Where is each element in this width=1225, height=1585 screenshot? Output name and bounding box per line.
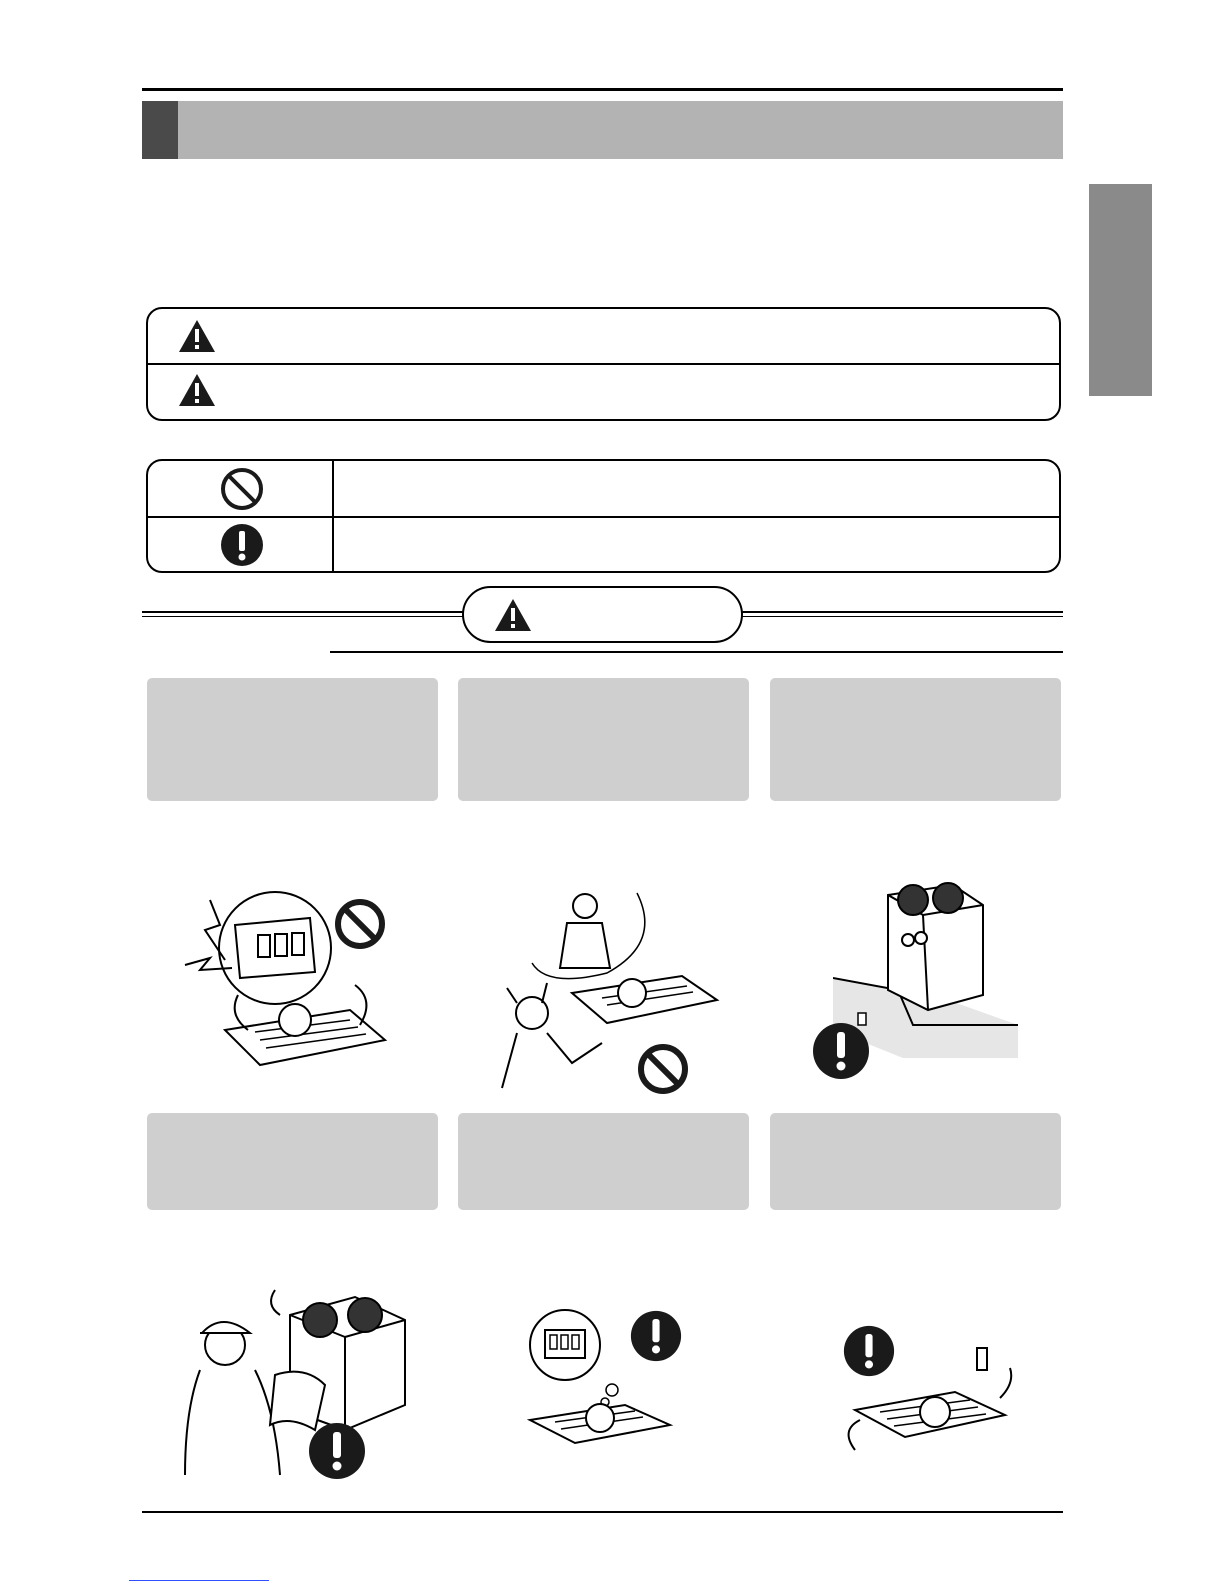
side-tab bbox=[1089, 184, 1152, 396]
call-service-prohibition-illustration bbox=[497, 888, 727, 1093]
prohibition-icon bbox=[334, 898, 386, 950]
mandatory-exclamation-icon bbox=[220, 523, 264, 567]
instruction-card bbox=[147, 678, 438, 801]
section-header-rule-left-top bbox=[142, 611, 464, 613]
warning-triangle-icon bbox=[178, 373, 216, 407]
mandatory-exclamation-icon bbox=[843, 1325, 895, 1377]
section-subheader-rule bbox=[330, 651, 1063, 653]
hyperlink-underline[interactable] bbox=[129, 1580, 269, 1581]
instruction-card bbox=[147, 1113, 438, 1210]
instruction-card bbox=[770, 1113, 1061, 1210]
bottom-rule bbox=[142, 1511, 1063, 1513]
signal-word-row-caution bbox=[148, 365, 1059, 419]
prohibition-icon bbox=[220, 467, 264, 511]
signal-word-row-warning bbox=[148, 309, 1059, 363]
section-title-band bbox=[142, 101, 1063, 159]
mandatory-exclamation-icon bbox=[812, 1022, 870, 1080]
warning-triangle-icon bbox=[494, 598, 532, 632]
signal-word-box bbox=[146, 307, 1061, 421]
symbol-legend-box bbox=[146, 459, 1061, 573]
prohibition-icon bbox=[637, 1043, 689, 1095]
mandatory-exclamation-icon bbox=[630, 1310, 682, 1362]
section-title-marker bbox=[142, 101, 178, 159]
symbol-legend-row-mandatory bbox=[148, 518, 1059, 573]
symbol-legend-row-prohibition bbox=[148, 461, 1059, 516]
instruction-card bbox=[458, 1113, 749, 1210]
instruction-card bbox=[458, 678, 749, 801]
section-header-rule-right-bottom bbox=[741, 616, 1063, 617]
section-header-rule-left-bottom bbox=[142, 616, 464, 617]
installer-with-manual-mandatory-illustration bbox=[180, 1285, 420, 1480]
instruction-card bbox=[770, 678, 1061, 801]
warning-triangle-icon bbox=[178, 319, 216, 353]
section-header-rule-right-top bbox=[741, 611, 1063, 613]
section-header-pill bbox=[462, 586, 743, 643]
top-rule bbox=[142, 88, 1063, 91]
mandatory-exclamation-icon bbox=[308, 1422, 366, 1480]
